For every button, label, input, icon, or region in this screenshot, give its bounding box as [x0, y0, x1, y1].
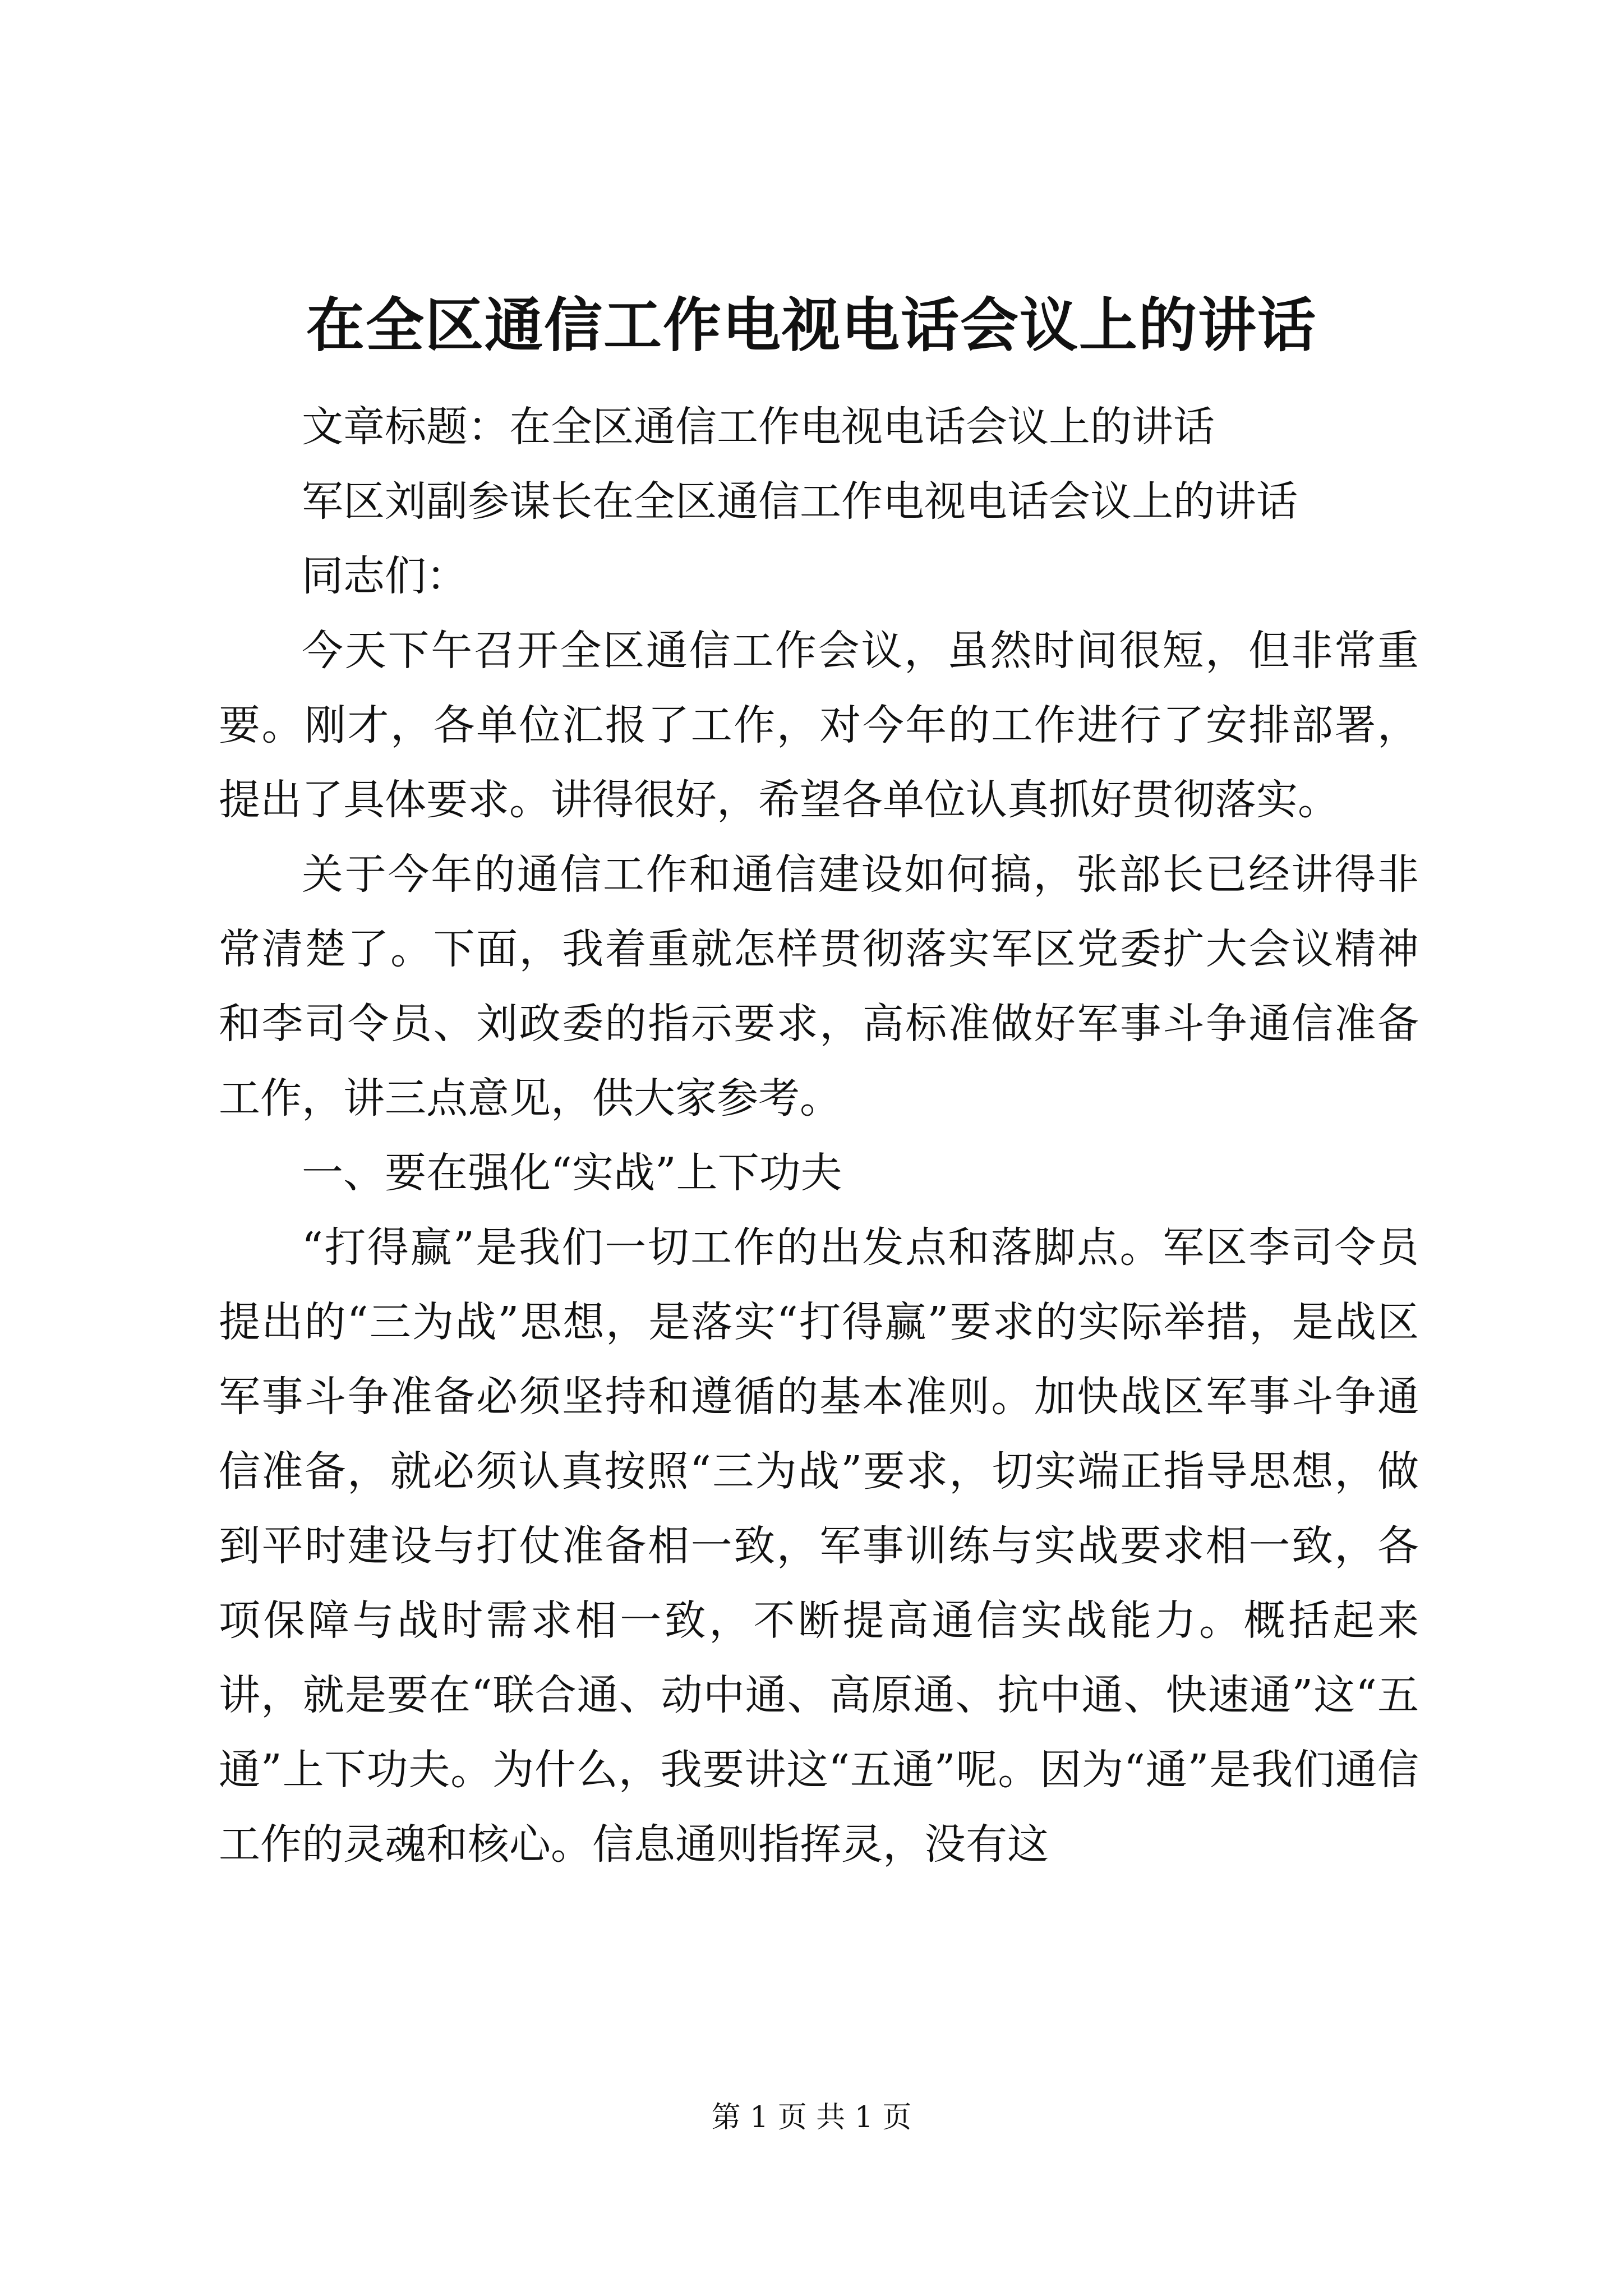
paragraph-speaker-line: 军区刘副参谋长在全区通信工作电视电话会议上的讲话 — [302, 477, 1298, 526]
paragraph-introduction: 关于今年的通信工作和通信建设如何搞，张部长已经讲得非常清楚了。下面，我着重就怎样贯彻落实军区党委扩大会议精神和李司令员、刘政委的指示要求，高标准做好军事斗争通信准备工作，讲三点意见，供大家参考。 — [219, 850, 1419, 1122]
paragraph-section-one: “打得赢”是我们一切工作的出发点和落脚点。军区李司令员提出的“三为战”思想，是落实“打得赢”要求的实际举措，是战区军事斗争准备必须坚持和遵循的基本准则。加快战区军事斗争通信准备，就必须认真按照“三为战”要求，切实端正指导思想，做到平时建设与打仗准备相一致，军事训练与实战要求相一致，各项保障与战时需求相一致，不断提高通信实战能力。概括起来讲，就是要在“联合通、动中通、高原通、抗中通、快速通”这“五通”上下功夫。为什么，我要讲这“五通”呢。因为“通”是我们通信工作的灵魂和核心。信息通则指挥灵，没有这 — [219, 1223, 1419, 1869]
paragraph-opening: 今天下午召开全区通信工作会议，虽然时间很短，但非常重要。刚才，各单位汇报了工作，对今年的工作进行了安排部署，提出了具体要求。讲得很好，希望各单位认真抓好贯彻落实。 — [219, 627, 1419, 824]
page-footer: 第 1 页 共 1 页 — [711, 2101, 912, 2134]
section-heading-one: 一、要在强化“实战”上下功夫 — [302, 1149, 842, 1197]
document-body — [219, 390, 1419, 1882]
paragraph-salutation: 同志们： — [302, 552, 468, 600]
document-title: 在全区通信工作电视电话会议上的讲话 — [306, 291, 1317, 360]
paragraph-article-title: 文章标题：在全区通信工作电视电话会议上的讲话 — [302, 403, 1215, 451]
